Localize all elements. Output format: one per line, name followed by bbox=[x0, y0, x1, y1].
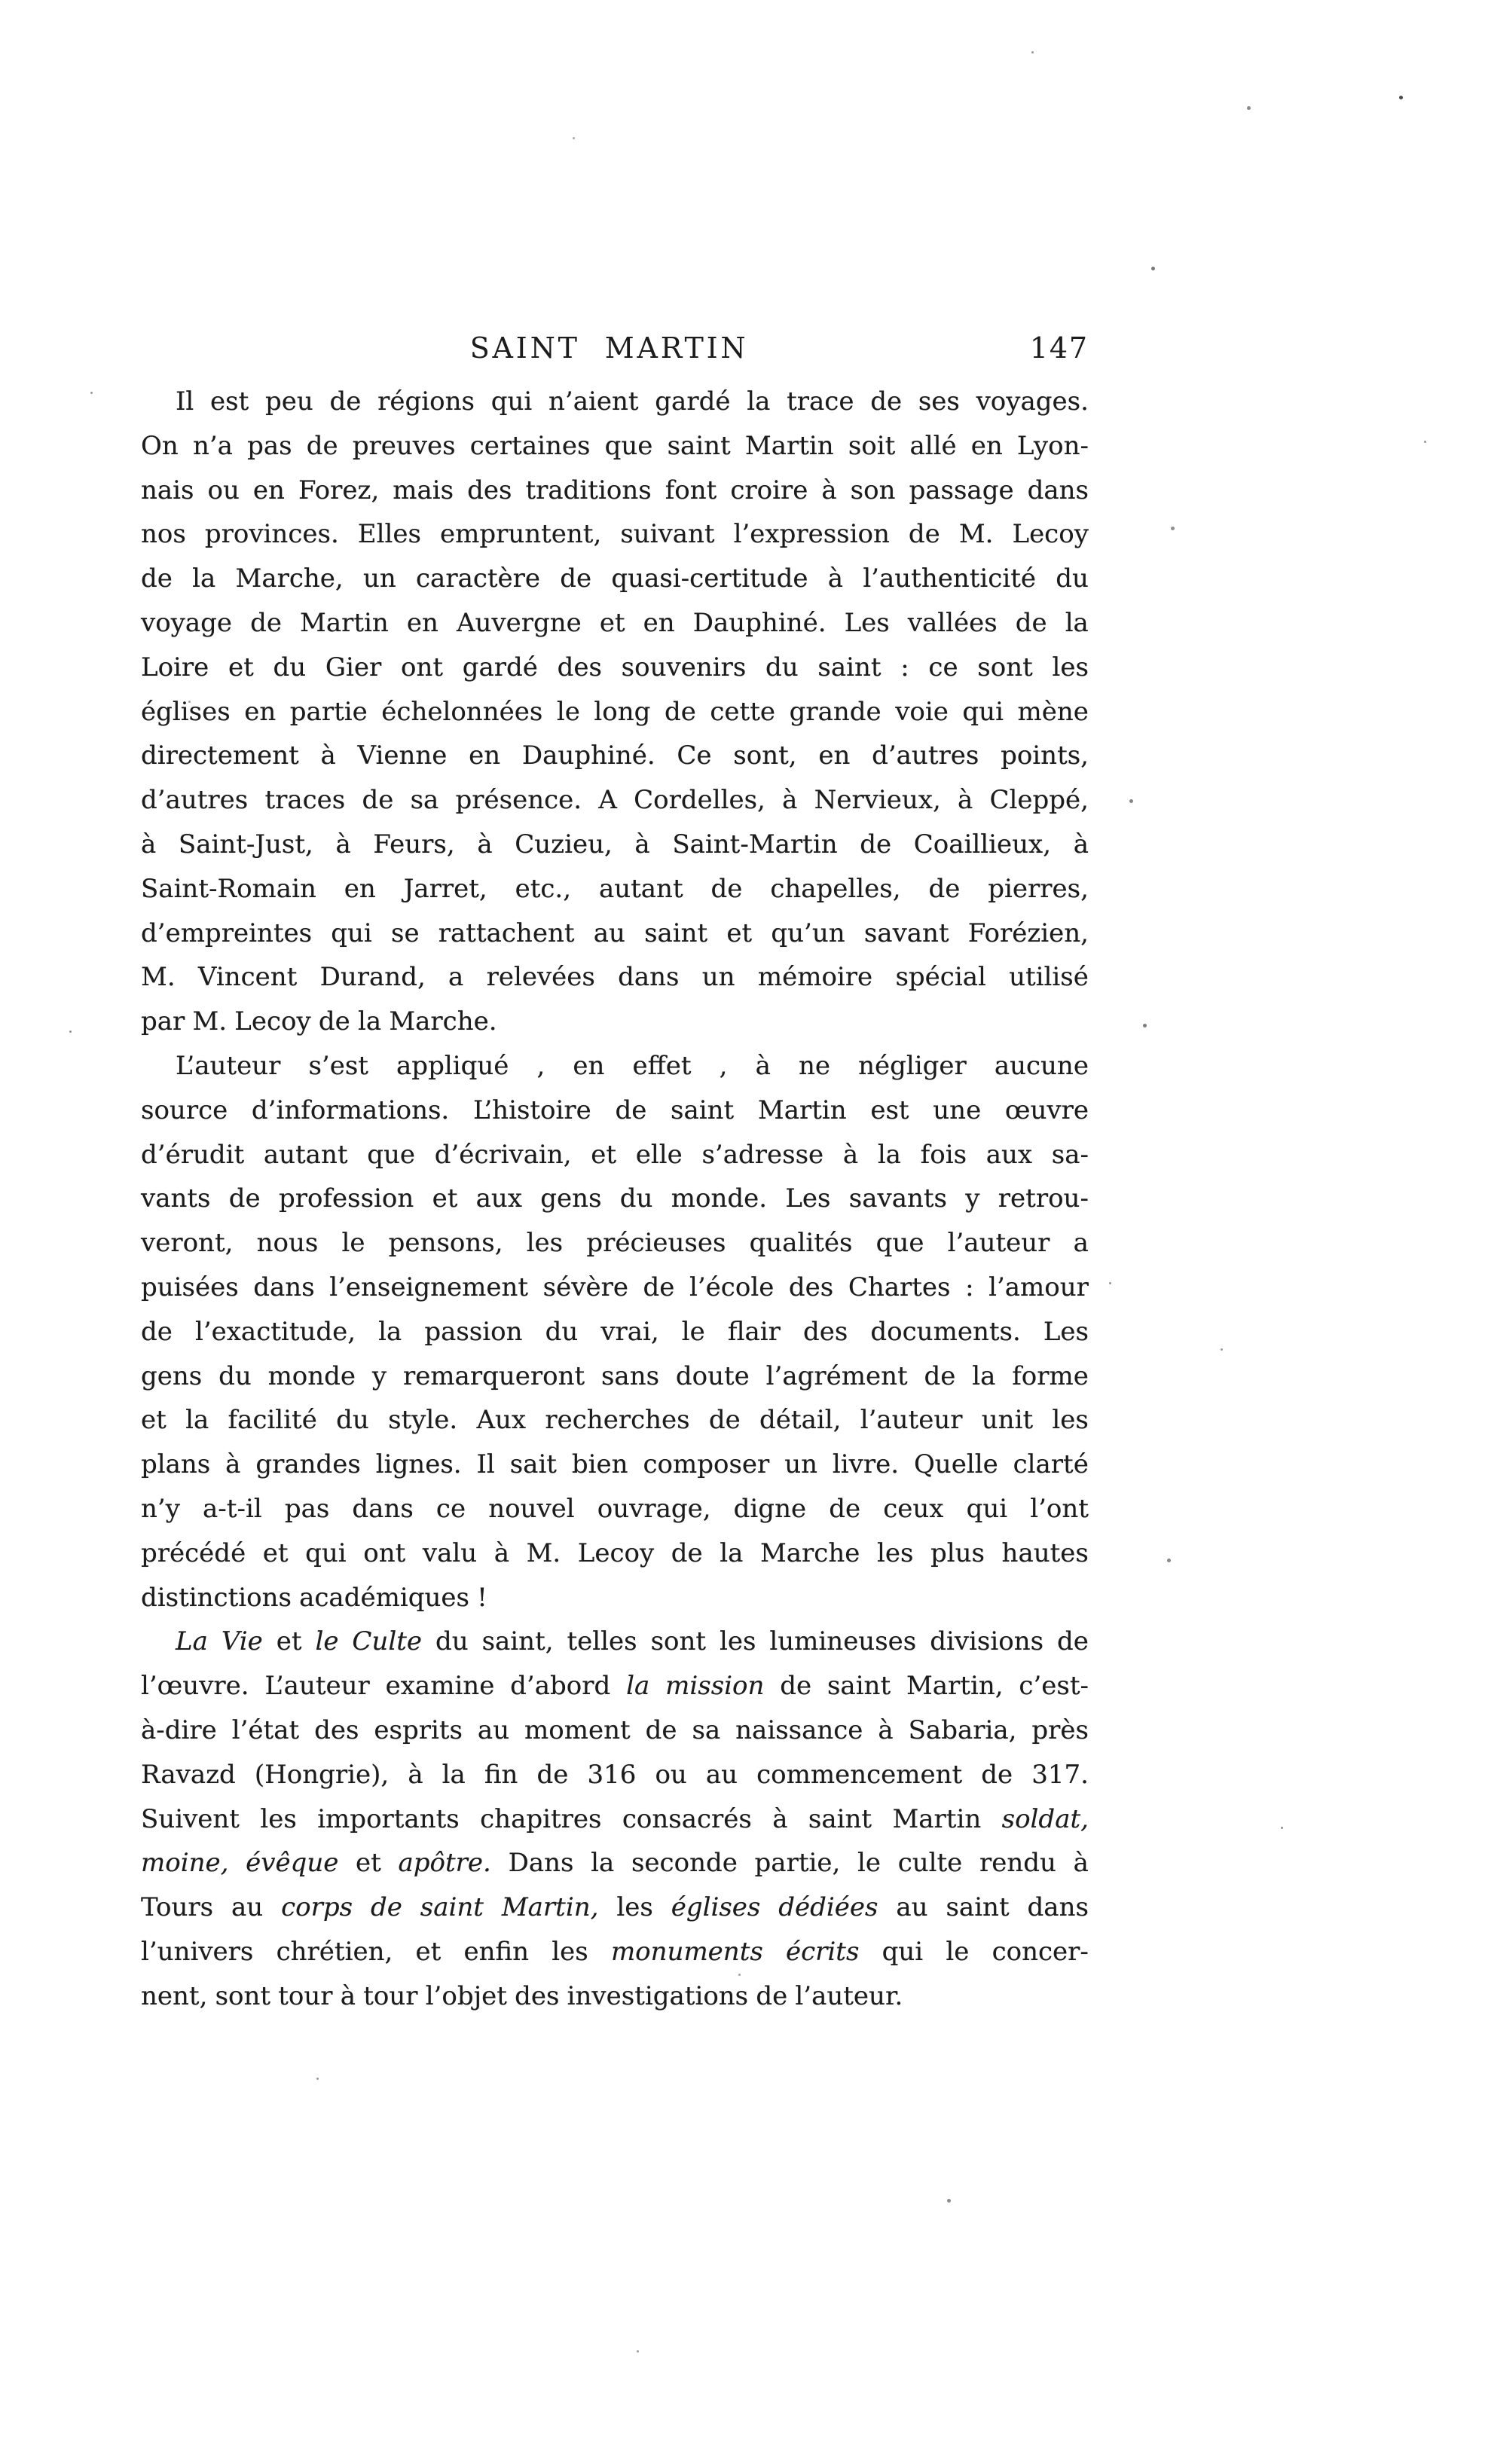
text-line: nos provinces. Elles empruntent, suivant l’expression de M. Lecoy bbox=[141, 519, 1089, 550]
text-line: d’érudit autant que d’écrivain, et elle s’adresse à la fois aux sa- bbox=[141, 1139, 1089, 1170]
text-line: à Saint-Just, à Feurs, à Cuzieu, à Saint-Martin de Coaillieux, à bbox=[141, 829, 1089, 859]
text-line: plans à grandes lignes. Il sait bien composer un livre. Quelle clarté bbox=[141, 1449, 1089, 1480]
text-line: On n’a pas de preuves certaines que saint Martin soit allé en Lyon- bbox=[141, 430, 1089, 461]
text-line: de l’exactitude, la passion du vrai, le flair des documents. Les bbox=[141, 1316, 1089, 1347]
text-line: source d’informations. L’histoire de saint Martin est une œuvre bbox=[141, 1095, 1089, 1125]
text-line: voyage de Martin en Auvergne et en Dauphiné. Les vallées de la bbox=[141, 607, 1089, 638]
text-line: d’autres traces de sa présence. A Cordelles, à Nervieux, à Cleppé, bbox=[141, 785, 1089, 816]
running-header-title: SAINT MARTIN bbox=[469, 331, 749, 365]
text-line: Loire et du Gier ont gardé des souvenirs du saint : ce sont les bbox=[141, 652, 1089, 682]
text-line: Suivent les importants chapitres consacrés à saint Martin soldat, bbox=[141, 1803, 1089, 1834]
running-header bbox=[141, 331, 1089, 380]
text-line: vants de profession et aux gens du monde. Les savants y retrou- bbox=[141, 1183, 1089, 1214]
text-block bbox=[141, 331, 1089, 2018]
body-text bbox=[141, 380, 1089, 2018]
text-line: veront, nous le pensons, les précieuses qualités que l’auteur a bbox=[141, 1228, 1089, 1259]
text-line: et la facilité du style. Aux recherches de détail, l’auteur unit les bbox=[141, 1405, 1089, 1436]
text-line: Ravazd (Hongrie), à la fin de 316 ou au commencement de 317. bbox=[141, 1759, 1089, 1790]
text-line: précédé et qui ont valu à M. Lecoy de la Marche les plus hautes bbox=[141, 1537, 1089, 1568]
text-line: distinctions académiques ! bbox=[141, 1582, 487, 1613]
text-line: M. Vincent Durand, a relevées dans un mémoire spécial utilisé bbox=[141, 962, 1089, 993]
text-line: de la Marche, un caractère de quasi-certitude à l’authenticité du bbox=[141, 563, 1089, 594]
text-line: nent, sont tour à tour l’objet des investigations de l’auteur. bbox=[141, 1980, 903, 2011]
text-line: églises en partie échelonnées le long de cette grande voie qui mène bbox=[141, 696, 1089, 727]
text-line: puisées dans l’enseignement sévère de l’école des Chartes : l’amour bbox=[141, 1272, 1089, 1302]
text-line: l’univers chrétien, et enfin les monuments écrits qui le concer- bbox=[141, 1936, 1089, 1967]
text-line: Tours au corps de saint Martin, les églises dédiées au saint dans bbox=[141, 1892, 1089, 1923]
text-line: par M. Lecoy de la Marche. bbox=[141, 1006, 497, 1037]
text-line: La Vie et le Culte du saint, telles sont les lumineuses divisions de bbox=[176, 1626, 1089, 1657]
text-line: l’œuvre. L’auteur examine d’abord la mission de saint Martin, c’est- bbox=[141, 1671, 1089, 1702]
scan-noise-speckles bbox=[0, 0, 2, 2]
text-line: gens du monde y remarqueront sans doute l’agrément de la forme bbox=[141, 1360, 1089, 1391]
text-line: d’empreintes qui se rattachent au saint et qu’un savant Forézien, bbox=[141, 918, 1089, 948]
text-line: n’y a-t-il pas dans ce nouvel ouvrage, digne de ceux qui l’ont bbox=[141, 1493, 1089, 1524]
text-line: Saint-Romain en Jarret, etc., autant de chapelles, de pierres, bbox=[141, 873, 1089, 904]
text-line: nais ou en Forez, mais des traditions font croire à son passage dans bbox=[141, 475, 1089, 505]
page-number: 147 bbox=[1029, 331, 1089, 365]
text-line: moine, évêque et apôtre. Dans la seconde partie, le culte rendu à bbox=[141, 1848, 1089, 1879]
text-line: L’auteur s’est appliqué , en effet , à ne négliger aucune bbox=[176, 1050, 1089, 1081]
text-line: directement à Vienne en Dauphiné. Ce sont, en d’autres points, bbox=[141, 740, 1089, 771]
text-line: à-dire l’état des esprits au moment de sa naissance à Sabaria, près bbox=[141, 1714, 1089, 1745]
text-line: Il est peu de régions qui n’aient gardé la trace de ses voyages. bbox=[176, 386, 1089, 417]
